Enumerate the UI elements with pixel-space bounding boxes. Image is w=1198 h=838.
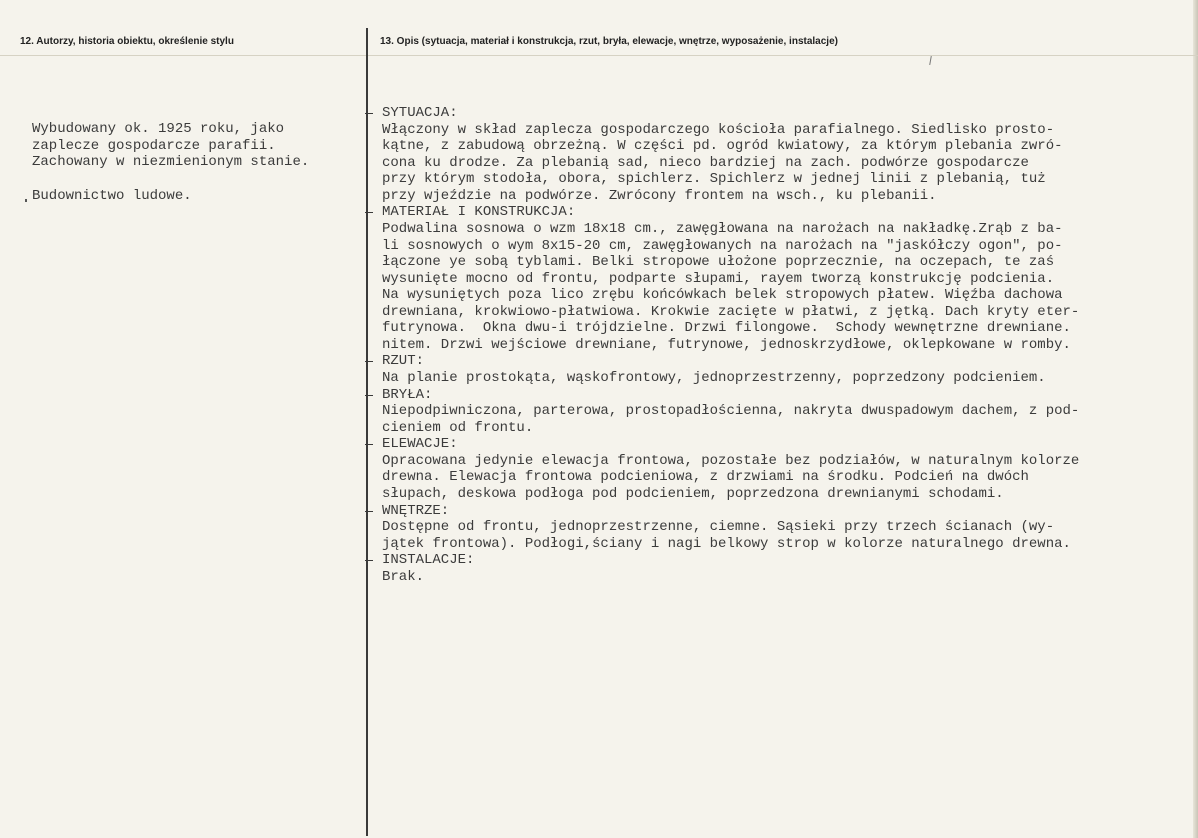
section-title-material [382, 204, 1190, 221]
description-line: drewniana, krokwiowo-płatwiowa. Krokwie zacięte w płatwi, z jętką. Dach kryty eter- [382, 303, 1080, 320]
description-line: drewna. Elewacja frontowa podcieniowa, z drzwiami na środku. Podcień na dwóch [382, 469, 1029, 486]
section-title-label: WNĘTRZE: [382, 502, 450, 519]
section-tick [365, 113, 373, 114]
description-line: jątek frontowa). Podłogi,ściany i nagi belkowy strop w kolorze naturalnego drewna. [382, 535, 1071, 552]
description-line: Podwalina sosnowa o wzm 18x18 cm., zawęgłowana na narożach na nakładkę.Zrąb z ba- [382, 220, 1063, 237]
description-line: słupach, deskowa podłoga pod podcieniem, poprzedzona drewnianymi schodami. [382, 485, 1004, 502]
description-line: Dostępne od frontu, jednoprzestrzenne, ciemne. Sąsieki przy trzech ścianach (wy- [382, 519, 1055, 536]
description-line: łączone ye sobą tyblami. Belki stropowe ułożone poprzecznie, na oczepach, te zaś [382, 254, 1055, 271]
section-title-label: MATERIAŁ I KONSTRUKCJA: [382, 204, 576, 221]
description-line: futrynowa. Okna dwu-i trójdzielne. Drzwi filongowe. Schody wewnętrzne drewniane. [382, 320, 1071, 337]
ink-dot [25, 199, 27, 202]
section-13-heading: 13. Opis (sytuacja, materiał i konstrukcja, rzut, bryła, elewacje, wnętrze, wyposażenie, instalacje) [380, 36, 838, 47]
section-title-label: RZUT: [382, 353, 425, 370]
history-line: zaplecze gospodarcze parafii. [32, 137, 276, 154]
description-line: Włączony w skład zaplecza gospodarczego kościoła parafialnego. Siedlisko prosto- [382, 121, 1055, 138]
description-line: kątne, z zabudową obrzeżną. W części pd. ogród kwiatowy, za którym plebania zwró- [382, 138, 1063, 155]
description-line: cona ku drodze. Za plebanią sad, nieco bardziej na zach. podwórze gospodarcze [382, 154, 1029, 171]
section-tick [365, 361, 373, 362]
paragraph-gap [32, 171, 309, 188]
description-line: nitem. Drzwi wejściowe drewniane, futrynowe, jednoskrzydłowe, oklepkowane w romby. [382, 336, 1071, 353]
section-title-bryla [382, 387, 1190, 404]
section-title-label: ELEWACJE: [382, 436, 458, 453]
description-line: cieniem od frontu. [382, 419, 534, 436]
description-line: Opracowana jedynie elewacja frontowa, pozostałe bez podziałów, w naturalnym kolorze [382, 452, 1080, 469]
description-line: li sosnowych o wym 8x15-20 cm, zawęgłowanych na narożach na "jaskółczy ogon", po- [382, 237, 1063, 254]
section-tick [365, 395, 373, 396]
header-rule [0, 55, 1198, 56]
description-line: Brak. [382, 568, 425, 585]
section-title-label: BRYŁA: [382, 386, 433, 403]
history-line: Zachowany w niezmienionym stanie. [32, 154, 310, 171]
section-title-elewacje [382, 436, 1190, 453]
history-line: Wybudowany ok. 1925 roku, jako [32, 121, 285, 137]
section-tick [365, 444, 373, 445]
section-12-heading: 12. Autorzy, historia obiektu, określenie stylu [20, 36, 234, 47]
description-line: przy którym stodoła, obora, spichlerz. Spichlerz w jednej linii z plebanią, tuż [382, 171, 1046, 188]
column-divider [366, 28, 368, 836]
section-title-sytuacja [382, 105, 1190, 122]
pen-mark [929, 56, 932, 65]
history-text [32, 121, 309, 205]
section-title-instalacje [382, 552, 1190, 569]
card-edge-shadow [1193, 0, 1198, 838]
section-title-wnetrze [382, 503, 1190, 520]
section-tick [365, 511, 373, 512]
description-line: wysunięte mocno od frontu, podparte słupami, rayem tworzą konstrukcję podcienia. [382, 270, 1055, 287]
description-line: Na planie prostokąta, wąskofrontowy, jednoprzestrzenny, poprzedzony podcieniem. [382, 370, 1046, 386]
section-tick [365, 560, 373, 561]
section-title-rzut [382, 353, 1190, 370]
section-title-label: INSTALACJE: [382, 552, 475, 569]
description-text [382, 105, 1190, 585]
description-line: przy wjeździe na podwórze. Zwrócony frontem na wsch., ku plebanii. [382, 187, 937, 204]
description-line: Niepodpiwniczona, parterowa, prostopadłościenna, nakryta dwuspadowym dachem, z pod- [382, 403, 1080, 420]
style-line: Budownictwo ludowe. [32, 187, 192, 204]
section-tick [365, 212, 373, 213]
section-title-label: SYTUACJA: [382, 105, 458, 121]
description-line: Na wysuniętych poza lico zrębu końcówkach belek stropowych płatew. Więźba dachowa [382, 287, 1063, 304]
